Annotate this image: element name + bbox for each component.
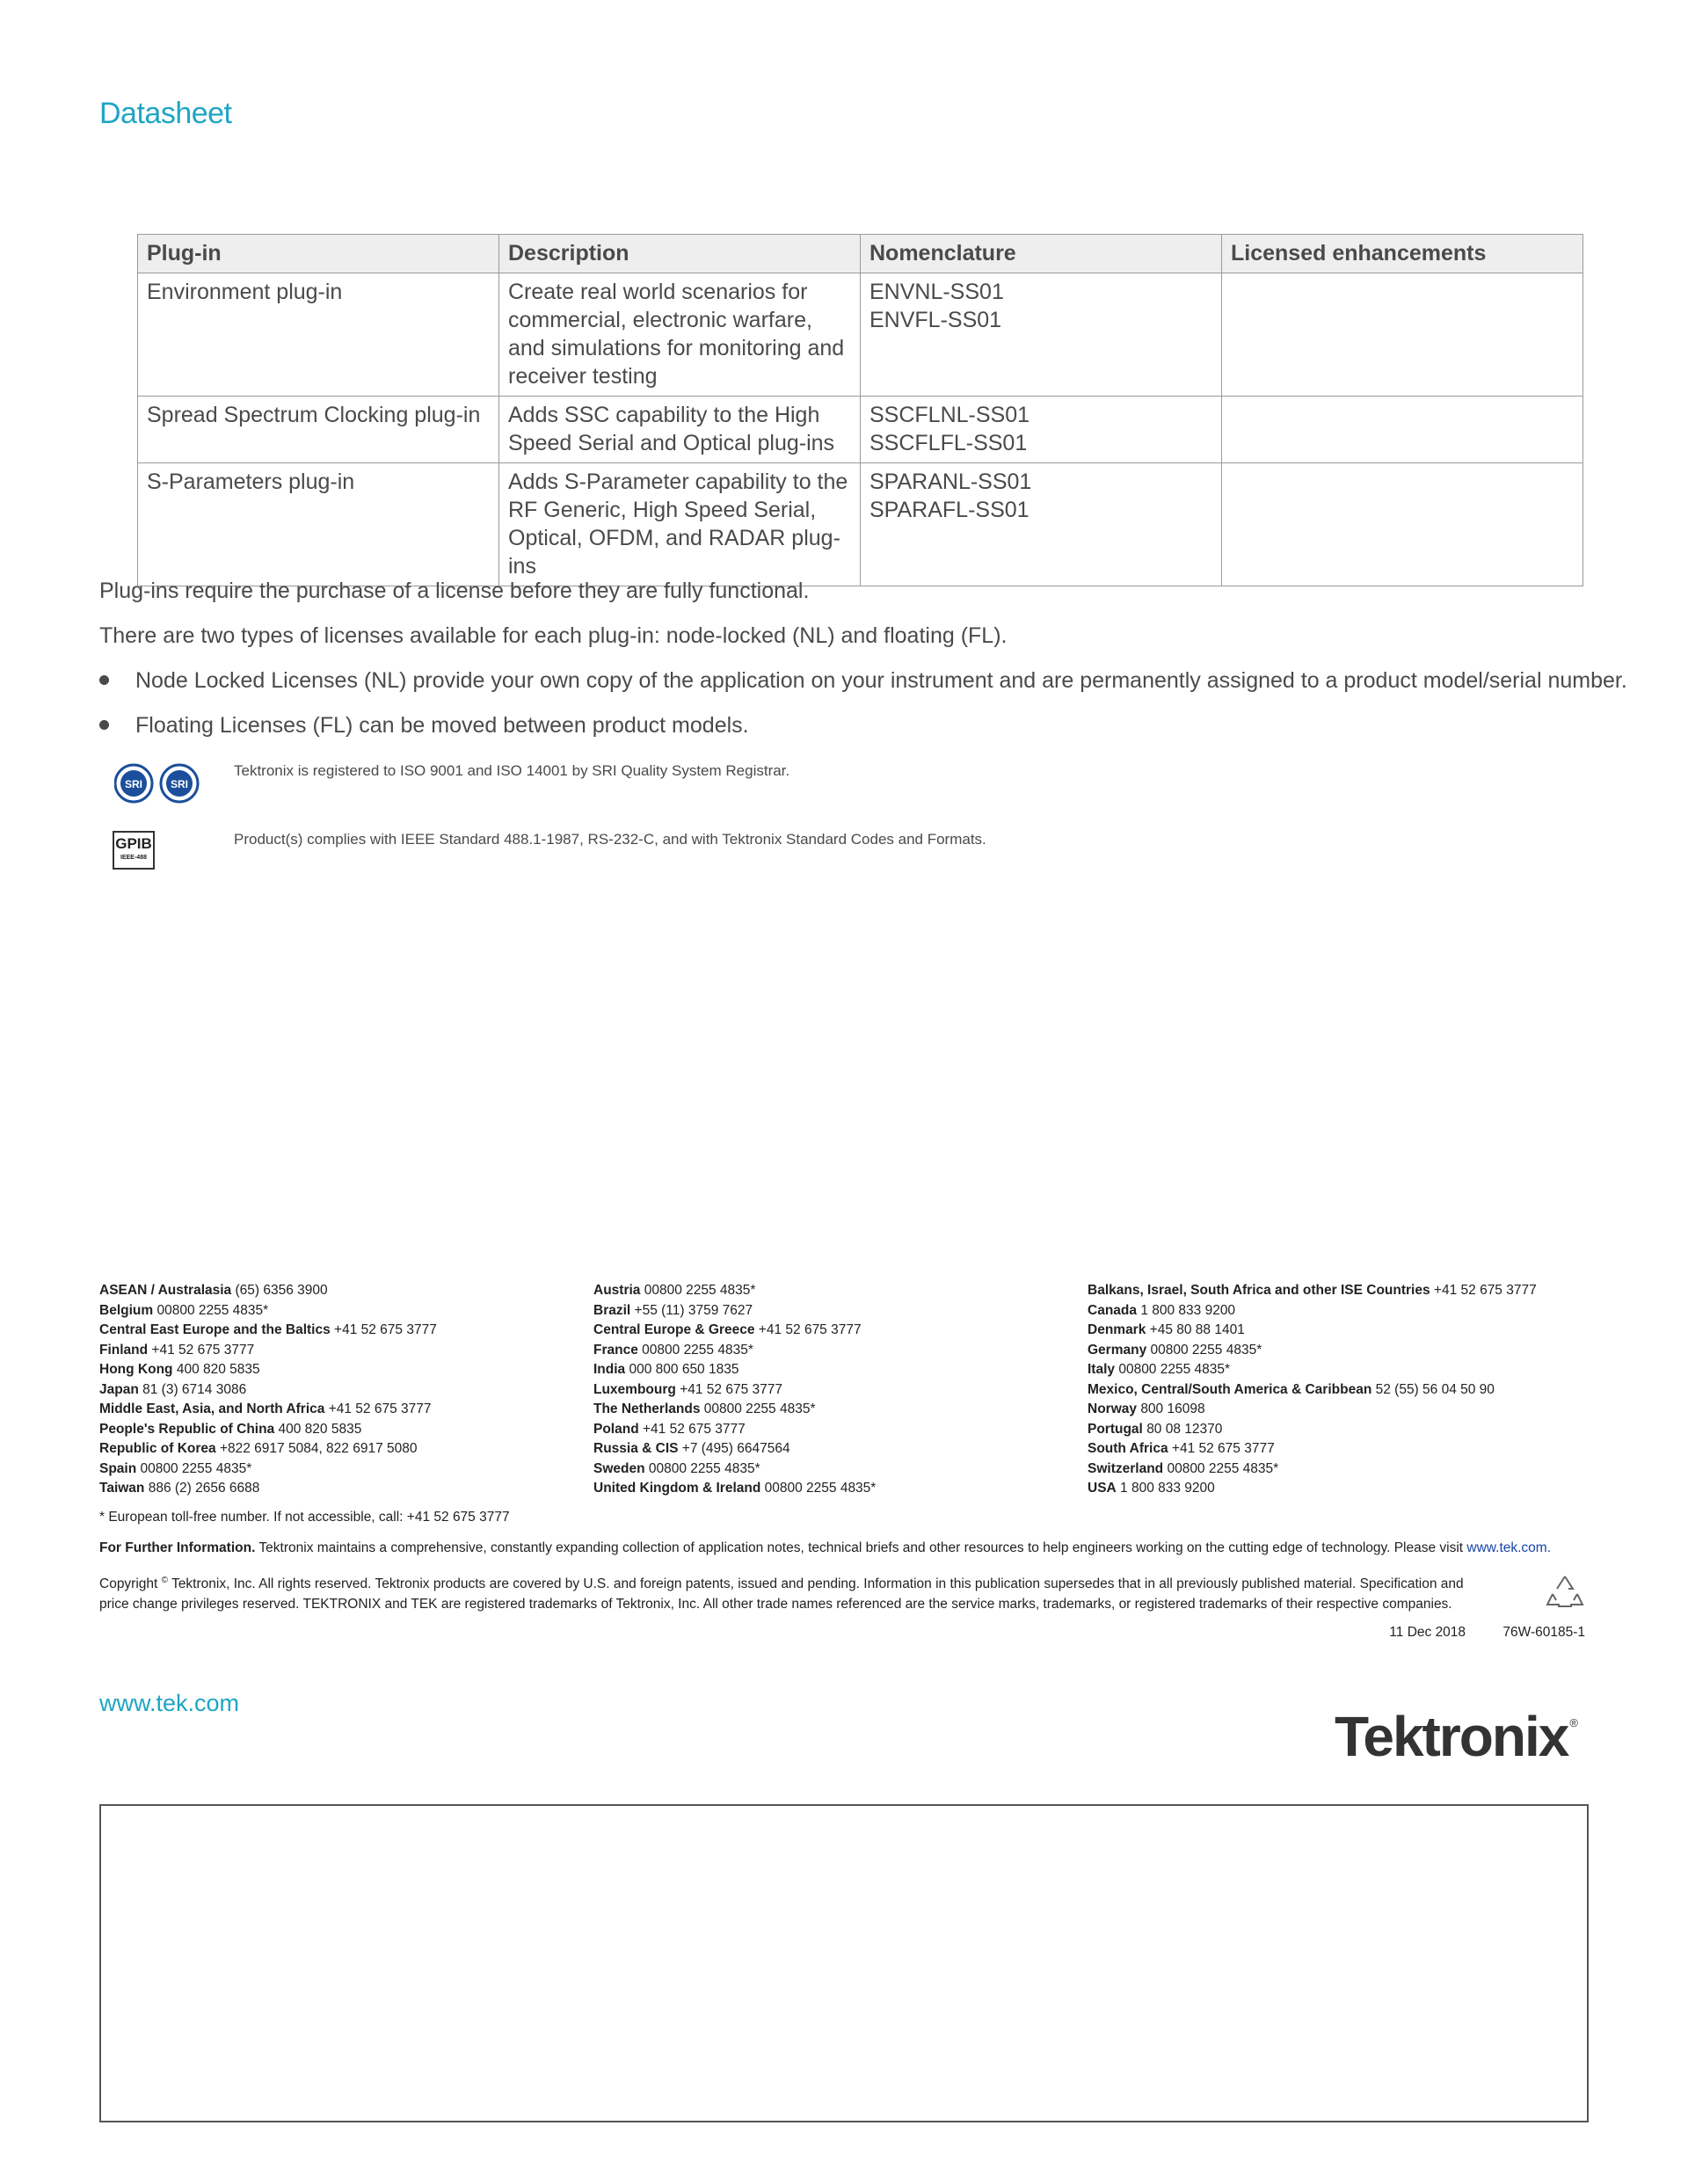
table-row xyxy=(138,463,1583,586)
contact-region: South Africa xyxy=(1088,1441,1168,1456)
further-information xyxy=(99,1540,1594,1556)
cell-enhancements xyxy=(1222,397,1583,463)
contact-entry xyxy=(99,1380,592,1401)
page-title: Datasheet xyxy=(99,97,232,130)
contact-phone: +7 (495) 6647564 xyxy=(681,1441,790,1456)
license-types-note: There are two types of licenses available for each plug-in: node-locked (NL) and floating (FL). xyxy=(99,623,1008,648)
contact-entry xyxy=(99,1281,592,1301)
contact-region: Middle East, Asia, and North Africa xyxy=(99,1401,325,1416)
cell-enhancements xyxy=(1222,273,1583,397)
contact-phone: 00800 2255 4835* xyxy=(644,1283,756,1298)
contact-region: Central Europe & Greece xyxy=(593,1322,755,1337)
copyright-prefix: Copyright xyxy=(99,1576,158,1592)
blank-address-box xyxy=(99,1804,1589,2122)
contact-region: United Kingdom & Ireland xyxy=(593,1481,761,1496)
sri-iso-logo-icon xyxy=(114,761,202,805)
contact-phone: 00800 2255 4835* xyxy=(648,1460,760,1476)
copyright-symbol: © xyxy=(161,1576,169,1585)
contact-phone: 400 820 5835 xyxy=(176,1362,260,1377)
contact-region: People's Republic of China xyxy=(99,1421,275,1437)
bullet-text: Floating Licenses (FL) can be moved between product models. xyxy=(135,713,749,738)
contact-region: Finland xyxy=(99,1342,149,1358)
further-text: Tektronix maintains a comprehensive, constantly expanding collection of application notes, technical briefs and other resources to help engineers working on the cutting edge of technology. Please visit xyxy=(258,1540,1464,1555)
contact-region: Hong Kong xyxy=(99,1362,173,1377)
contact-column xyxy=(593,1281,1086,1499)
iso-registration-text: Tektronix is registered to ISO 9001 and ISO 14001 by SRI Quality System Registrar. xyxy=(234,762,790,779)
contact-entry xyxy=(99,1479,592,1499)
contact-entry xyxy=(99,1439,592,1460)
contact-entry xyxy=(593,1400,1086,1420)
document-info xyxy=(1389,1625,1585,1641)
contact-phone: 00800 2255 4835* xyxy=(642,1342,753,1358)
tektronix-logo xyxy=(1335,1704,1578,1769)
contact-phone: +41 52 675 3777 xyxy=(328,1401,432,1416)
cell-plugin: Spread Spectrum Clocking plug-in xyxy=(138,397,499,463)
list-item xyxy=(99,713,749,739)
sri-badge-label: SRI xyxy=(124,778,143,790)
cell-plugin: Environment plug-in xyxy=(138,273,499,397)
contact-phone: 800 16098 xyxy=(1140,1401,1205,1416)
contact-phone: 00800 2255 4835* xyxy=(1118,1362,1231,1377)
contact-region: The Netherlands xyxy=(593,1401,701,1416)
contact-region: Russia & CIS xyxy=(593,1441,679,1456)
license-required-note: Plug-ins require the purchase of a license before they are fully functional. xyxy=(99,579,810,603)
contact-entry xyxy=(1088,1341,1580,1361)
gpib-label: GPIB xyxy=(115,835,152,852)
contact-region: Germany xyxy=(1088,1342,1147,1358)
column-header-plugin: Plug-in xyxy=(138,235,499,273)
sri-badge-label: SRI xyxy=(170,778,189,790)
contact-entry xyxy=(593,1341,1086,1361)
contact-phone: 00800 2255 4835* xyxy=(1167,1460,1279,1476)
contact-phone: 52 (55) 56 04 50 90 xyxy=(1375,1381,1495,1397)
contact-phone: 886 (2) 2656 6688 xyxy=(148,1481,260,1496)
contact-phone: 80 08 12370 xyxy=(1146,1421,1223,1437)
contact-entry xyxy=(593,1301,1086,1321)
contact-phone: 00800 2255 4835* xyxy=(764,1481,877,1496)
contact-phone: 00800 2255 4835* xyxy=(703,1401,816,1416)
contact-region: Norway xyxy=(1088,1401,1137,1416)
gpib-logo-icon xyxy=(113,831,155,870)
plugins-table xyxy=(137,234,1583,586)
contact-phone: +41 52 675 3777 xyxy=(334,1322,437,1337)
cell-description: Adds SSC capability to the High Speed Serial and Optical plug-ins xyxy=(499,397,861,463)
contact-column xyxy=(1088,1281,1580,1499)
document-date: 11 Dec 2018 xyxy=(1389,1625,1466,1640)
column-header-nomenclature: Nomenclature xyxy=(861,235,1222,273)
bullet-icon xyxy=(99,720,109,730)
further-link[interactable]: www.tek.com. xyxy=(1466,1540,1552,1555)
contact-phone: 00800 2255 4835* xyxy=(156,1302,269,1318)
contact-region: Sweden xyxy=(593,1460,645,1476)
contact-entry xyxy=(593,1420,1086,1440)
contact-phone: 000 800 650 1835 xyxy=(629,1362,739,1377)
contact-region: Luxembourg xyxy=(593,1381,676,1397)
copyright-notice xyxy=(99,1571,1480,1614)
contact-phone: 1 800 833 9200 xyxy=(1120,1481,1215,1496)
contact-entry xyxy=(99,1420,592,1440)
contact-entry xyxy=(99,1400,592,1420)
contact-entry xyxy=(99,1341,592,1361)
contact-phone: +41 52 675 3777 xyxy=(642,1421,746,1437)
contact-entry xyxy=(593,1439,1086,1460)
contact-phone: +41 52 675 3777 xyxy=(1433,1283,1537,1298)
contact-region: Japan xyxy=(99,1381,139,1397)
logo-text: Tektronix xyxy=(1335,1705,1568,1768)
contact-entry xyxy=(1088,1321,1580,1341)
contact-phone: +41 52 675 3777 xyxy=(151,1342,255,1358)
contact-region: Mexico, Central/South America & Caribbean xyxy=(1088,1381,1372,1397)
contact-entry xyxy=(593,1380,1086,1401)
column-header-description: Description xyxy=(499,235,861,273)
contact-region: Poland xyxy=(593,1421,639,1437)
logo-registered-mark: ® xyxy=(1569,1716,1578,1729)
table-row xyxy=(138,397,1583,463)
contact-entry xyxy=(99,1321,592,1341)
cell-nomenclature: SPARANL-SS01 SPARAFL-SS01 xyxy=(861,463,1222,586)
list-item xyxy=(99,668,1627,694)
contact-region: Taiwan xyxy=(99,1481,145,1496)
further-label: For Further Information. xyxy=(99,1540,256,1555)
contact-region: Italy xyxy=(1088,1362,1116,1377)
document-number: 76W-60185-1 xyxy=(1502,1625,1585,1640)
contact-entry xyxy=(593,1281,1086,1301)
contact-entry xyxy=(99,1301,592,1321)
bullet-text: Node Locked Licenses (NL) provide your own copy of the application on your instrument and are permanently assigned to a product model/serial number. xyxy=(135,668,1627,693)
contact-region: Denmark xyxy=(1088,1322,1146,1337)
contact-region: USA xyxy=(1088,1481,1117,1496)
column-header-licensed-enhancements: Licensed enhancements xyxy=(1222,235,1583,273)
cell-plugin: S-Parameters plug-in xyxy=(138,463,499,586)
contact-entry xyxy=(99,1360,592,1380)
contact-region: Canada xyxy=(1088,1302,1137,1318)
contact-phone: +55 (11) 3759 7627 xyxy=(634,1302,753,1318)
recycle-icon xyxy=(1544,1571,1586,1613)
contact-entry xyxy=(1088,1420,1580,1440)
contact-phone: +822 6917 5084, 822 6917 5080 xyxy=(219,1441,418,1456)
gpib-compliance-text: Product(s) complies with IEEE Standard 488.1-1987, RS-232-C, and with Tektronix Standard Codes and Formats. xyxy=(234,831,986,848)
cell-nomenclature: SSCFLNL-SS01 SSCFLFL-SS01 xyxy=(861,397,1222,463)
table-row xyxy=(138,273,1583,397)
contact-phone: 1 800 833 9200 xyxy=(1140,1302,1236,1318)
cell-nomenclature: ENVNL-SS01 ENVFL-SS01 xyxy=(861,273,1222,397)
contact-entry xyxy=(593,1460,1086,1480)
contact-entry xyxy=(593,1321,1086,1341)
contact-phone: 00800 2255 4835* xyxy=(140,1460,252,1476)
cell-description: Create real world scenarios for commercial, electronic warfare, and simulations for monitoring and receiver testing xyxy=(499,273,861,397)
contact-region: Balkans, Israel, South Africa and other ISE Countries xyxy=(1088,1283,1430,1298)
contact-entry xyxy=(1088,1479,1580,1499)
contact-entry xyxy=(1088,1439,1580,1460)
contact-entry xyxy=(1088,1281,1580,1301)
gpib-sublabel: IEEE-488 xyxy=(120,855,147,861)
contact-phone: +41 52 675 3777 xyxy=(758,1322,862,1337)
contact-entry xyxy=(1088,1400,1580,1420)
copyright-text: Tektronix, Inc. All rights reserved. Tektronix products are covered by U.S. and foreign patents, issued and pending. Information in this publication supersedes that in all previously published material. Specification and price change privileges reserved. TEKTRONIX and TEK are registered trademarks of Tektronix, Inc. All other trade names referenced are the service marks, trademarks, or registered trademarks of their respective companies. xyxy=(99,1576,1464,1612)
contact-entry xyxy=(1088,1360,1580,1380)
contact-entry xyxy=(99,1460,592,1480)
contact-region: Central East Europe and the Baltics xyxy=(99,1322,331,1337)
contact-phone: 400 820 5835 xyxy=(278,1421,362,1437)
contact-phone: +41 52 675 3777 xyxy=(680,1381,782,1397)
contact-entry xyxy=(1088,1301,1580,1321)
contact-region: Switzerland xyxy=(1088,1460,1164,1476)
contact-entry xyxy=(1088,1460,1580,1480)
contact-region: Austria xyxy=(593,1283,641,1298)
contact-region: Brazil xyxy=(593,1302,631,1318)
contact-region: France xyxy=(593,1342,638,1358)
cell-enhancements xyxy=(1222,463,1583,586)
contact-region: Portugal xyxy=(1088,1421,1143,1437)
contact-phone: (65) 6356 3900 xyxy=(235,1283,328,1298)
contact-region: ASEAN / Australasia xyxy=(99,1283,232,1298)
website-link[interactable]: www.tek.com xyxy=(99,1690,240,1716)
contact-phone: 00800 2255 4835* xyxy=(1150,1342,1262,1358)
contact-phone: 81 (3) 6714 3086 xyxy=(142,1381,247,1397)
contact-region: Republic of Korea xyxy=(99,1441,216,1456)
bullet-icon xyxy=(99,675,109,685)
sri-badges xyxy=(114,761,202,810)
table-header-row xyxy=(138,235,1583,273)
contact-entry xyxy=(593,1479,1086,1499)
contact-phone: +45 80 88 1401 xyxy=(1149,1322,1245,1337)
contact-entry xyxy=(1088,1380,1580,1401)
contact-region: Spain xyxy=(99,1460,137,1476)
toll-free-footnote: * European toll-free number. If not accessible, call: +41 52 675 3777 xyxy=(99,1510,510,1525)
contact-region: Belgium xyxy=(99,1302,154,1318)
contact-entry xyxy=(593,1360,1086,1380)
contact-region: India xyxy=(593,1362,626,1377)
contact-column xyxy=(99,1281,592,1499)
cell-description: Adds S-Parameter capability to the RF Generic, High Speed Serial, Optical, OFDM, and RADAR plug-ins xyxy=(499,463,861,586)
contact-phone: +41 52 675 3777 xyxy=(1171,1441,1275,1456)
